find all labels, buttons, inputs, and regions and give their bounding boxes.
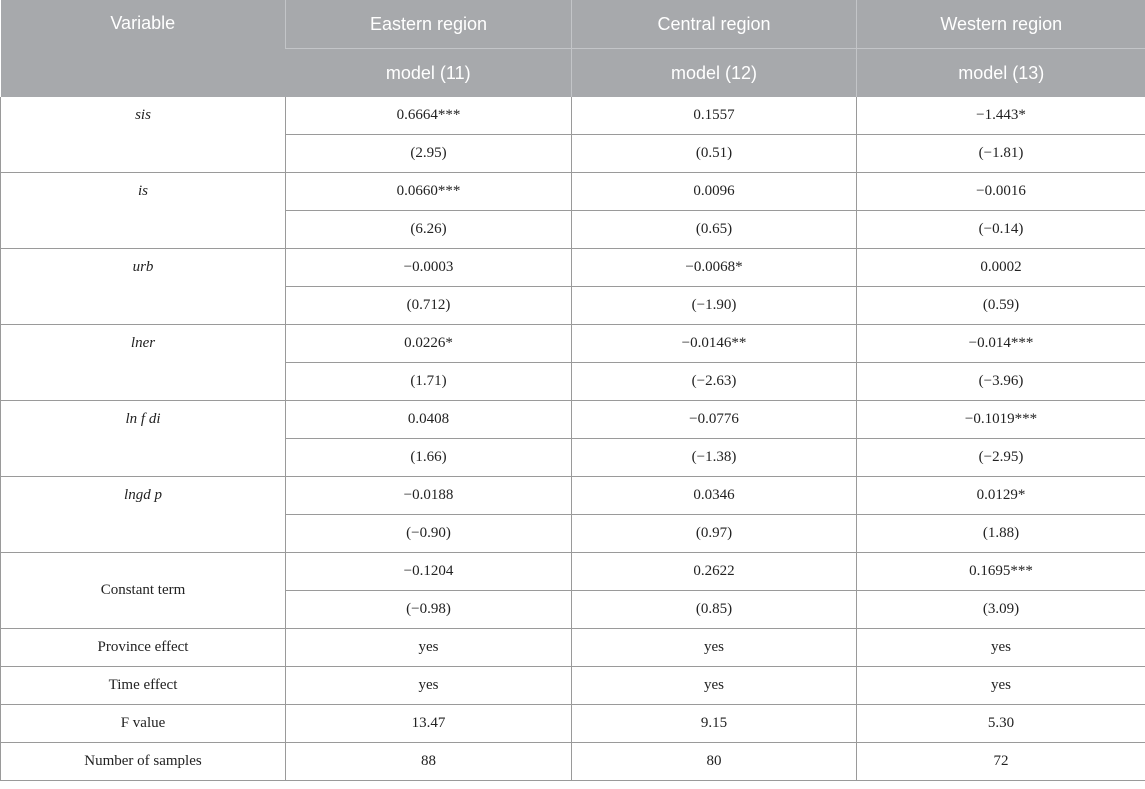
table-row [1,401,1145,439]
region-header-western: Western region [857,0,1145,49]
value-cell: yes [857,629,1145,667]
row-label-cell: F value [1,705,286,743]
t-statistic-cell: (−0.90) [286,515,572,553]
coefficient-cell: −0.0003 [286,249,572,287]
t-statistic-cell: (−2.95) [857,439,1145,477]
table-row [1,553,1145,591]
coefficient-cell: −0.0016 [857,173,1145,211]
variable-name-cell: lngd p [1,477,286,553]
value-cell: 80 [572,743,857,781]
model-header-13: model (13) [857,49,1145,98]
coefficient-cell: 0.1557 [572,97,857,135]
t-statistic-cell: (3.09) [857,591,1145,629]
value-cell: yes [286,629,572,667]
row-label-cell: Number of samples [1,743,286,781]
coefficient-cell: −0.1019*** [857,401,1145,439]
t-statistic-cell: (−3.96) [857,363,1145,401]
table-row [1,97,1145,135]
table-row [1,705,1145,743]
t-statistic-cell: (0.59) [857,287,1145,325]
coefficient-cell: −0.1204 [286,553,572,591]
t-statistic-cell: (−1.90) [572,287,857,325]
region-header-central: Central region [572,0,857,49]
t-statistic-cell: (6.26) [286,211,572,249]
t-statistic-cell: (2.95) [286,135,572,173]
variable-column-header: Variable [1,0,286,97]
coefficient-cell: −0.0188 [286,477,572,515]
variable-name-cell: Constant term [1,553,286,629]
variable-name-cell: ln f di [1,401,286,477]
t-statistic-cell: (−2.63) [572,363,857,401]
table-row [1,477,1145,515]
value-cell: yes [857,667,1145,705]
coefficient-cell: 0.0226* [286,325,572,363]
table-row [1,173,1145,211]
variable-name-cell: lner [1,325,286,401]
t-statistic-cell: (0.712) [286,287,572,325]
t-statistic-cell: (1.71) [286,363,572,401]
variable-name-cell: sis [1,97,286,173]
coefficient-cell: 0.0002 [857,249,1145,287]
coefficient-cell: 0.0660*** [286,173,572,211]
coefficient-cell: 0.2622 [572,553,857,591]
coefficient-cell: 0.6664*** [286,97,572,135]
coefficient-cell: 0.1695*** [857,553,1145,591]
coefficient-cell: −0.0146** [572,325,857,363]
variable-name-cell: is [1,173,286,249]
t-statistic-cell: (1.66) [286,439,572,477]
t-statistic-cell: (−1.38) [572,439,857,477]
value-cell: yes [572,629,857,667]
value-cell: yes [286,667,572,705]
table-row [1,325,1145,363]
t-statistic-cell: (−0.98) [286,591,572,629]
model-header-11: model (11) [286,49,572,98]
row-label-cell: Province effect [1,629,286,667]
value-cell: 13.47 [286,705,572,743]
t-statistic-cell: (0.97) [572,515,857,553]
table-row [1,249,1145,287]
coefficient-cell: −1.443* [857,97,1145,135]
variable-name-cell: urb [1,249,286,325]
header-row-regions [1,0,1145,49]
table-row [1,667,1145,705]
value-cell: 88 [286,743,572,781]
coefficient-cell: 0.0346 [572,477,857,515]
t-statistic-cell: (0.51) [572,135,857,173]
table-row [1,629,1145,667]
table-row [1,743,1145,781]
table-header [1,0,1145,97]
row-label-cell: Time effect [1,667,286,705]
t-statistic-cell: (1.88) [857,515,1145,553]
value-cell: yes [572,667,857,705]
t-statistic-cell: (−0.14) [857,211,1145,249]
coefficient-cell: −0.0068* [572,249,857,287]
t-statistic-cell: (−1.81) [857,135,1145,173]
coefficient-cell: −0.014*** [857,325,1145,363]
value-cell: 72 [857,743,1145,781]
coefficient-cell: 0.0129* [857,477,1145,515]
coefficient-cell: 0.0096 [572,173,857,211]
coefficient-cell: 0.0408 [286,401,572,439]
coefficient-cell: −0.0776 [572,401,857,439]
region-header-eastern: Eastern region [286,0,572,49]
table-body [1,97,1145,781]
model-header-12: model (12) [572,49,857,98]
value-cell: 9.15 [572,705,857,743]
value-cell: 5.30 [857,705,1145,743]
t-statistic-cell: (0.65) [572,211,857,249]
t-statistic-cell: (0.85) [572,591,857,629]
